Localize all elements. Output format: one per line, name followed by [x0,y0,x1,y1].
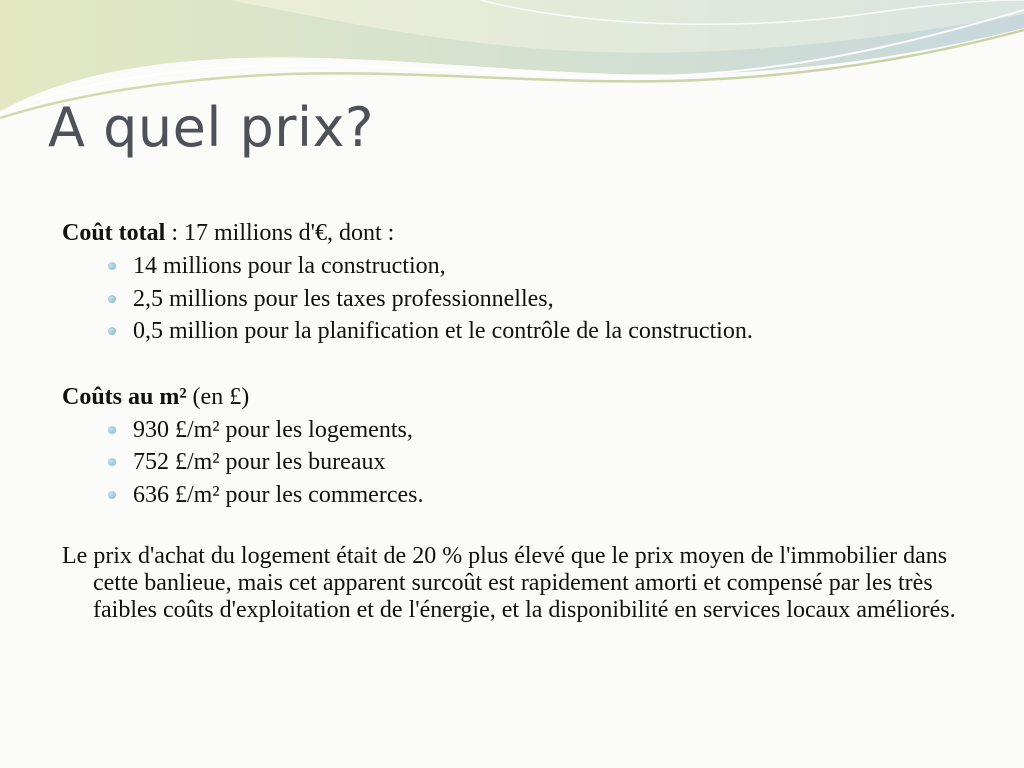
section-heading-bold: Coût total [62,220,166,246]
bullet-text: 14 millions pour la construction, [133,253,446,279]
section-heading-rest: (en £) [186,383,250,410]
bullet-dot-icon [108,295,116,303]
bullet-text: 636 £/m² pour les commerces. [133,481,424,508]
bullet-dot-icon [108,262,116,270]
conclusion-paragraph: Le prix d'achat du logement était de 20 % plus élevé que le prix moyen de l'immobilier dans cette banlieue, mais cet apparent surcoût est rapidement amorti et compensé par les très faibles coûts d'exploitation et de l'énergie, et la disponibilité en services locaux améliorés. [62,543,956,623]
bullet-item [133,479,962,512]
bullet-dot-icon [108,458,116,466]
section-heading-couts-m2 [62,380,962,414]
bullet-list-costs [62,250,962,348]
bullet-dot-icon [108,426,116,434]
bullet-text: 752 £/m² pour les bureaux [133,449,386,475]
section-heading-cout-total [62,216,962,250]
slide-title: A quel prix? [48,96,375,159]
section-heading-rest: : 17 millions d'€, dont : [165,220,395,246]
bullet-item [133,250,962,283]
bullet-dot-icon [108,327,116,335]
bullet-text: 2,5 millions pour les taxes professionnelles, [133,285,554,312]
slide-content [62,216,962,624]
section-heading-bold: Coûts au m² [62,383,187,410]
bullet-text: 930 £/m² pour les logements, [133,416,413,443]
bullet-list-costs-per-m2 [62,414,962,512]
bullet-item [133,414,962,447]
bullet-item [133,446,962,479]
spacer [62,348,962,380]
spacer [62,511,962,543]
bullet-text: 0,5 million pour la planification et le contrôle de la construction. [133,318,753,344]
bullet-item [133,283,962,316]
bullet-dot-icon [108,491,116,499]
bullet-item [133,315,962,348]
